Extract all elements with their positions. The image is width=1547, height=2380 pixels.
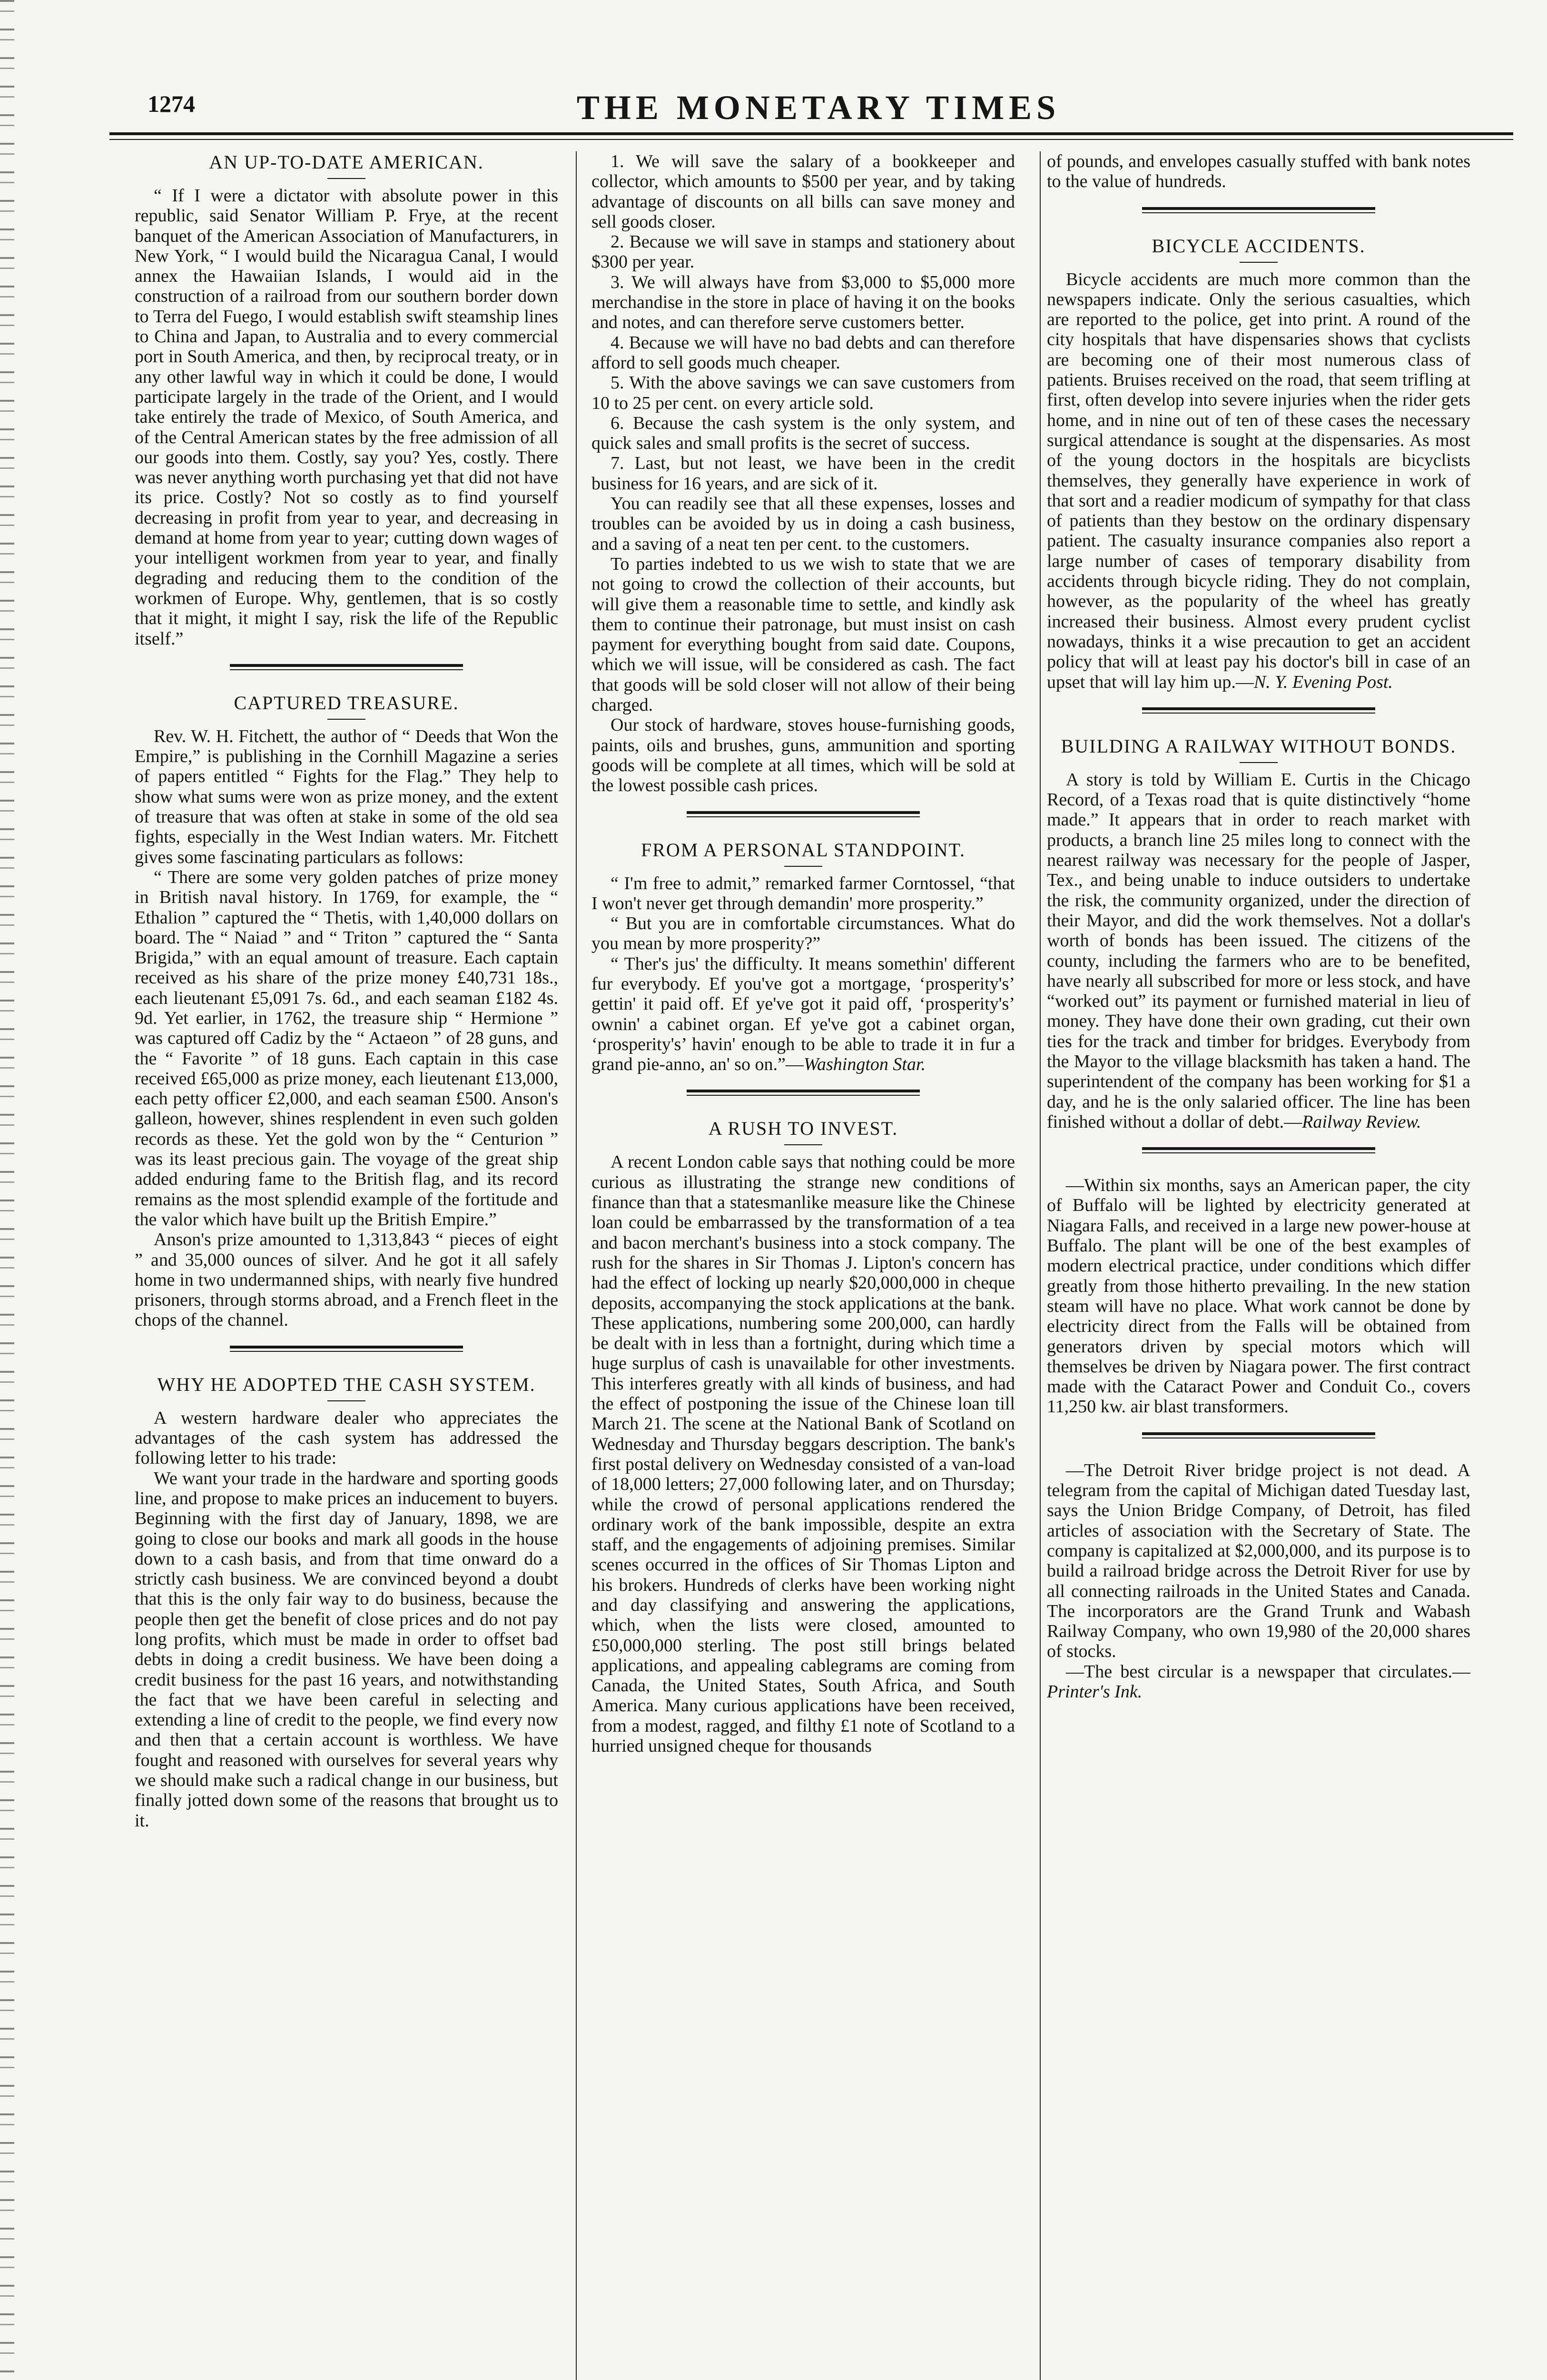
title-dash <box>327 719 365 720</box>
article-rush-to-invest <box>591 1118 1015 1756</box>
article-up-to-date-american <box>135 151 558 649</box>
paragraph-text: —The best circular is a newspaper that circulates.— <box>1066 1661 1470 1682</box>
article-paragraph: —Within six months, says an American paper, the city of Buffalo will be lighted by electricity generated at Niagara Falls, and received in a large new power-house at Buffalo. The plant will be one of the best examples of modern electrical practice, under conditions which differ greatly from those hitherto prevailing. In the new station steam will have no place. What work cannot be done by electricity direct from the Falls will be obtained from generators driven by special motors which will themselves be driven by Niagara power. The first contract made with the Cataract Power and Conduit Co., covers 11,250 kw. air blast transformers. <box>1047 1175 1470 1417</box>
page-edge-shadow <box>0 0 14 2380</box>
article-title: FROM A PERSONAL STANDPOINT. <box>640 839 966 861</box>
article-source: Railway Review. <box>1302 1111 1421 1132</box>
article-source: N. Y. Evening Post. <box>1253 672 1393 692</box>
article-paragraph <box>591 954 1015 1075</box>
title-dash <box>327 178 365 179</box>
column-1 <box>135 151 558 1831</box>
article-captured-treasure <box>135 692 558 1330</box>
article-paragraph: Rev. W. H. Fitchett, the author of “ Deeds that Won the Empire,” is publishing in the Cornhill Magazine a series of papers entitled “ Fights for the Flag.” They help to show what sums were won as prize money, and the extent of treasure that was often at stake in some of the old sea fights, especially in the West Indian waters. Mr. Fitchett gives some fascinating particulars as follows: <box>135 726 558 867</box>
list-item: 7. Last, but not least, we have been in the credit business for 16 years, and are sick of it. <box>591 453 1015 494</box>
list-item: 2. Because we will save in stamps and stationery about $300 per year. <box>591 232 1015 272</box>
title-dash <box>1240 762 1278 763</box>
header-rule-thin <box>109 139 1513 140</box>
article-rush-continued <box>1047 151 1470 192</box>
article-bicycle-accidents <box>1047 235 1470 692</box>
article-cash-system-continued <box>591 151 1015 796</box>
article-paragraph: A recent London cable says that nothing could be more curious as illustrating the strange new conditions of finance than that a statesmanlike measure like the Chinese loan could be embarrassed by the transformation of a tea and bacon merchant's business into a stock company. The rush for the shares in Sir Thomas J. Lipton's concern has had the effect of locking up nearly $20,000,000 in cheque deposits, accompanying the stock applications at the bank. These applications, numbering some 200,000, can hardly be dealt with in less than a fortnight, during which time a huge surplus of cash is unavailable for other investments. This interferes greatly with all kinds of business, and had the effect of postponing the issue of the Chinese loan till March 21. The scene at the National Bank of Scotland on Wednesday and Thursday beggars description. The bank's first postal delivery on Wednesday consisted of a van-load of 18,000 letters; 27,000 following later, and on Thursday; while the crowd of personal applications rendered the ordinary work of the bank impossible, despite an extra staff, and the engagements of adjoining premises. Similar scenes occurred in the offices of Sir Thomas Lipton and his brokers. Hundreds of clerks have been working night and day classifying and answering the applications, which, when the lists were closed, amounted to £50,000,000 sterling. The post still brings belated applications, and appealing cablegrams are coming from Canada, the United States, South Africa, and South America. Many curious applications have been received, from a modest, ragged, and filthy £1 note of Scotland to a hurried unsigned cheque for thousands <box>591 1152 1015 1756</box>
article-paragraph: Our stock of hardware, stoves house-furnishing goods, paints, oils and brushes, guns, ammunition and sporting goods will be complete at all times, which will be sold at the lowest possible cash prices. <box>591 715 1015 796</box>
title-dash <box>784 1144 822 1145</box>
article-title: WHY HE ADOPTED THE CASH SYSTEM. <box>157 1373 536 1395</box>
column-3 <box>1047 151 1470 1702</box>
article-title: BUILDING A RAILWAY WITHOUT BONDS. <box>1061 735 1457 757</box>
masthead-title: THE MONETARY TIMES <box>576 89 1061 127</box>
column-divider <box>1040 151 1041 2380</box>
article-separator <box>1142 1147 1375 1153</box>
article-paragraph: of pounds, and envelopes casually stuffed with bank notes to the value of hundreds. <box>1047 151 1470 192</box>
article-separator <box>687 811 920 817</box>
article-source: Printer's Ink. <box>1047 1682 1143 1702</box>
article-separator <box>230 664 463 670</box>
article-paragraph: A western hardware dealer who appreciates the advantages of the cash system has addressed the following letter to his trade: <box>135 1408 558 1468</box>
title-dash <box>327 1400 365 1401</box>
article-title: BICYCLE ACCIDENTS. <box>1152 235 1366 257</box>
page-number: 1274 <box>148 90 195 117</box>
list-item: 6. Because the cash system is the only system, and quick sales and small profits is the secret of success. <box>591 413 1015 454</box>
article-paragraph: We want your trade in the hardware and sporting goods line, and propose to make prices an inducement to buyers. Beginning with the first day of January, 1898, we are going to close our books and mark all goods in the house down to a cash basis, and from that time onward do a strictly cash business. We are convinced beyond a doubt that this is the only fair way to do business, because the people then get the benefit of close prices and do not pay long profits, which must be made in order to offset bad debts in doing a credit business. We have been doing a credit business for the past 16 years, and notwithstanding the fact that we have been careful in selecting and extending a line of credit to the people, we find every now and then that a certain account is worthless. We have fought and reasoned with ourselves for several years why we should make such a radical change in our business, but finally jotted down some of the reasons that brought us to it. <box>135 1468 558 1831</box>
article-railway-without-bonds <box>1047 735 1470 1132</box>
article-separator <box>1142 1432 1375 1438</box>
article-cash-system <box>135 1374 558 1831</box>
quote-text: “ Ther's jus' the difficulty. It means somethin' different fur everybody. Ef you've got a mortgage, ‘prosperity's’ gettin' it paid off. Ef ye've got it paid off, ‘prosperity's’ ownin' a cabinet organ. Ef ye've got a cabinet organ, ‘prosperity's’ havin' enough to be able to trade it in fur a grand pie-anno, an' so on.”— <box>591 953 1015 1075</box>
header-rule <box>109 132 1513 135</box>
article-title: CAPTURED TREASURE. <box>234 692 459 714</box>
paragraph-text: Bicycle accidents are much more common than the newspapers indicate. Only the serious casualties, which are reported to the police, get into print. A round of the city hospitals that have dispensaries shows that cyclists are becoming one of their most numerous class of patients. Bruises received on the road, that seem trifling at first, often develop into severe injuries when the rider gets home, and in nine out of ten of these cases the necessary surgical attendance is sought at the dispensaries. As most of the young doctors in the hospitals are bicyclists themselves, they generally have experience in work of that sort and a readier modicum of sympathy for that class of patients than they bestow on the ordinary dispensary patient. The casualty insurance companies also report a large number of cases of temporary disability from accidents through bicycle riding. They do not complain, however, as the popularity of the wheel has greatly increased their business. Almost every prudent cyclist nowadays, thinks it a wise precaution to get an accident policy that will at least pay his doctor's bill in case of an upset that will lay him up.— <box>1047 269 1470 692</box>
article-buffalo-electricity <box>1047 1175 1470 1417</box>
article-detroit-bridge <box>1047 1460 1470 1702</box>
page-header <box>148 88 1489 126</box>
article-source: Washington Star. <box>803 1054 926 1075</box>
article-paragraph: Anson's prize amounted to 1,313,843 “ pieces of eight ” and 35,000 ounces of silver. And he got it all safely home in two undermanned ships, with nearly five hundred prisoners, through storms abroad, and a French fleet in the chops of the channel. <box>135 1230 558 1330</box>
paragraph-text: A story is told by William E. Curtis in the Chicago Record, of a Texas road that is quite distinctively “home made.” It appears that in order to reach market with products, a branch line 25 miles long to connect with the nearest railway was necessary for the people of Jasper, Tex., and being unable to induce outsiders to undertake the risk, the community organized, under the direction of their Mayor, and did the work themselves. Not a dollar's worth of bonds has been issued. The citizens of the county, including the farmers who are to be benefited, have nearly all subscribed for more or less stock, and have “worked out” its payment or furnished material in lieu of money. They have done their own grading, cut their own ties for the track and timber for bridges. Everybody from the Mayor to the village blacksmith has taken a hand. The superintendent of the company has been working for $1 a day, and he is the only salaried officer. The line has been finished without a dollar of debt.— <box>1047 769 1470 1132</box>
article-paragraph: —The Detroit River bridge project is not dead. A telegram from the capital of Michigan dated Tuesday last, says the Union Bridge Company, of Detroit, has filed articles of association with the Secretary of State. The company is capitalized at $2,000,000, and its purpose is to build a railroad bridge across the Detroit River for use by all connecting railroads in the United States and Canada. The incorporators are the Grand Trunk and Wabash Railway Company, who own 19,980 of the 20,000 shares of stocks. <box>1047 1460 1470 1662</box>
article-separator <box>1142 207 1375 213</box>
article-paragraph <box>1047 269 1470 692</box>
article-paragraph: “ If I were a dictator with absolute power in this republic, said Senator William P. Frye, at the recent banquet of the American Association of Manufacturers, in New York, “ I would build the Nicaragua Canal, I would annex the Hawaiian Islands, I would aid in the construction of a railroad from our southern border down to Terra del Fuego, I would establish swift steamship lines to China and Japan, to Australia and to every commercial port in South America, and then, by reciprocal treaty, or in any other lawful way in which it could be done, I would participate largely in the trade of the Orient, and I would take entirely the trade of Mexico, of South America, and of the Central American states by the free admission of all our goods into them. Costly, say you? Yes, costly. There was never anything worth purchasing yet that did not have its price. Costly? Not so costly as to find yourself decreasing in profit from year to year, and decreasing in demand at home from year to year; cutting down wages of your intelligent workmen from year to year, and finally degrading and reducing them to the condition of the workmen of Europe. Why, gentlemen, that is so costly that it might, it might I say, risk the life of the Republic itself.” <box>135 186 558 649</box>
article-paragraph: “ There are some very golden patches of prize money in British naval history. In 1769, for example, the “ Ethalion ” captured the “ Thetis, with 1,40,000 dollars on board. The “ Naiad ” and “ Triton ” captured the “ Santa Brigida,” with an equal amount of treasure. Each captain received as his share of the prize money £40,731 18s., each lieutenant £5,091 7s. 6d., and each seaman £182 4s. 9d. Yet earlier, in 1762, the treasure ship “ Hermione ” was captured off Cadiz by the “ Actaeon ” of 28 guns, and the “ Favorite ” of 18 guns. Each captain in this case received £65,000 as prize money, each lieutenant £13,000, each petty officer £2,000, and each seaman £500. Anson's galleon, however, shines resplendent in even such golden records as these. Yet the gold won by the “ Centurion ” was its least precious gain. The voyage of the great ship added enduring fame to the British flag, and its record remains as the most splendid example of the fortitude and the valor which have built up the British Empire.” <box>135 867 558 1230</box>
article-paragraph: You can readily see that all these expenses, losses and troubles can be avoided by us in doing a cash business, and a saving of a neat ten per cent. to the customers. <box>591 494 1015 554</box>
column-2 <box>591 151 1015 1756</box>
article-paragraph <box>1047 770 1470 1132</box>
title-dash <box>1240 262 1278 263</box>
column-divider <box>576 151 577 2380</box>
list-item: 5. With the above savings we can save customers from 10 to 25 per cent. on every article sold. <box>591 373 1015 413</box>
article-separator <box>687 1090 920 1096</box>
article-paragraph: “ I'm free to admit,” remarked farmer Corntossel, “that I won't never get through demandin' more prosperity.” <box>591 873 1015 913</box>
list-item: 1. We will save the salary of a bookkeeper and collector, which amounts to $500 per year, and by taking advantage of discounts on all bills can save money and sell goods closer. <box>591 151 1015 232</box>
article-paragraph: To parties indebted to us we wish to state that we are not going to crowd the collection of their accounts, but will give them a reasonable time to settle, and kindly ask them to continue their patronage, but must insist on cash payment for everything bought from said date. Coupons, which we will issue, will be considered as cash. The fact that goods will be sold closer will not allow of their being charged. <box>591 554 1015 715</box>
list-item: 4. Because we will have no bad debts and can therefore afford to sell goods much cheaper. <box>591 332 1015 373</box>
article-paragraph <box>1047 1662 1470 1702</box>
article-paragraph: “ But you are in comfortable circumstances. What do you mean by more prosperity?” <box>591 913 1015 954</box>
article-separator <box>230 1346 463 1352</box>
title-dash <box>784 866 822 867</box>
article-separator <box>1142 707 1375 714</box>
article-title: A RUSH TO INVEST. <box>708 1118 898 1140</box>
article-title: AN UP-TO-DATE AMERICAN. <box>209 151 484 173</box>
article-personal-standpoint <box>591 839 1015 1075</box>
list-item: 3. We will always have from $3,000 to $5,000 more merchandise in the store in place of having it on the books and notes, and can therefore serve customers better. <box>591 272 1015 333</box>
